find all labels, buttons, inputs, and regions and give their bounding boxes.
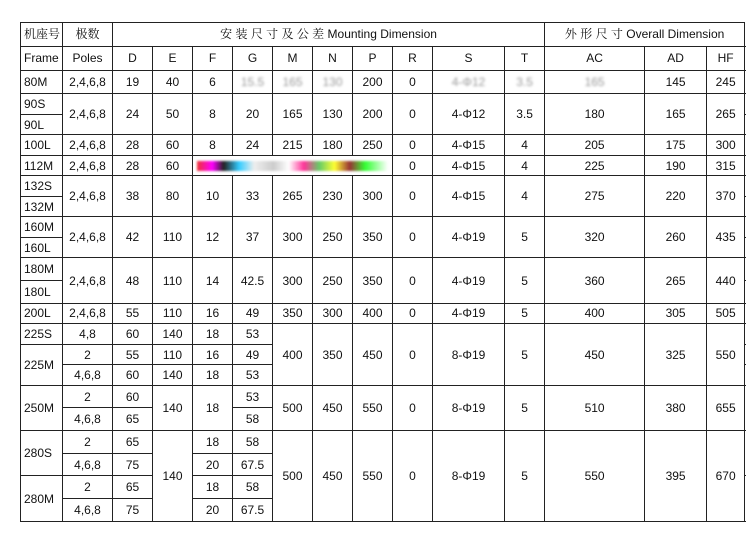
- cell-hf: 370: [707, 176, 745, 217]
- cell-e: 140: [153, 365, 193, 386]
- cell-g: 53: [233, 365, 273, 386]
- poles-cell: 2,4,6,8: [63, 303, 113, 324]
- cell-r: 0: [393, 258, 433, 303]
- cell-r: 0: [393, 217, 433, 258]
- cell-e: 60: [153, 135, 193, 156]
- header-row-en: [21, 46, 745, 70]
- cell-f: 10: [193, 176, 233, 217]
- frame-cell: 90S: [21, 94, 63, 115]
- cell-p: 350: [353, 217, 393, 258]
- cell-f: 18: [193, 476, 233, 499]
- cell-f: 18: [193, 324, 233, 345]
- poles-cell: 2,4,6,8: [63, 217, 113, 258]
- cell-f: 12: [193, 217, 233, 258]
- cell-d: 48: [113, 258, 153, 303]
- cell-s: 4-Φ15: [433, 155, 505, 176]
- cell-f: 16: [193, 344, 233, 365]
- cell-r: 0: [393, 324, 433, 386]
- cell-ac: 450: [545, 324, 645, 386]
- frame-cell: 132S: [21, 176, 63, 197]
- frame-cell: 180M: [21, 258, 63, 281]
- poles-header-cn: 极数: [63, 23, 113, 47]
- cell-f: 6: [193, 70, 233, 94]
- cell-t: 5: [505, 258, 545, 303]
- cell-d: 60: [113, 365, 153, 386]
- col-header-t: T: [505, 46, 545, 70]
- col-header-n: N: [313, 46, 353, 70]
- cell-p: 550: [353, 431, 393, 522]
- cell-m: 215: [273, 135, 313, 156]
- cell-t: 5: [505, 324, 545, 386]
- cell-hf: 670: [707, 431, 745, 522]
- cell-g: 58: [233, 408, 273, 431]
- cell-g: 58: [233, 431, 273, 454]
- frame-cell: 225S: [21, 324, 63, 345]
- cell-t: 5: [505, 431, 545, 522]
- poles-cell: 2,4,6,8: [63, 258, 113, 303]
- table-row: [21, 258, 745, 281]
- cell-s: 4-Φ15: [433, 176, 505, 217]
- cell-e: 140: [153, 324, 193, 345]
- col-header-d: D: [113, 46, 153, 70]
- cell-ad: 165: [645, 94, 707, 135]
- dimension-table: [20, 22, 745, 522]
- cell-r: 0: [393, 94, 433, 135]
- poles-cell: 2: [63, 476, 113, 499]
- cell-p: 450: [353, 324, 393, 386]
- cell-g: 15.5: [233, 70, 273, 94]
- cell-e: 110: [153, 217, 193, 258]
- frame-cell: 280S: [21, 431, 63, 476]
- cell-n: 130: [313, 94, 353, 135]
- frame-cell: 90L: [21, 114, 63, 135]
- frame-cell: 132M: [21, 196, 63, 217]
- cell-d: 28: [113, 155, 153, 176]
- frame-cell: 200L: [21, 303, 63, 324]
- header-row-cn: [21, 23, 745, 47]
- cell-hf: 435: [707, 217, 745, 258]
- poles-cell: 2,4,6,8: [63, 70, 113, 94]
- cell-p: 350: [353, 258, 393, 303]
- cell-ad: 190: [645, 155, 707, 176]
- cell-f: 16: [193, 303, 233, 324]
- cell-d: 55: [113, 344, 153, 365]
- cell-r: 0: [393, 176, 433, 217]
- cell-m: 165: [273, 70, 313, 94]
- cell-s: 8-Φ19: [433, 431, 505, 522]
- frame-cell: 280M: [21, 476, 63, 522]
- cell-e: 110: [153, 344, 193, 365]
- cell-t: 3.5: [505, 70, 545, 94]
- cell-ac: 205: [545, 135, 645, 156]
- cell-e: 40: [153, 70, 193, 94]
- cell-ad: 260: [645, 217, 707, 258]
- cell-ac: 320: [545, 217, 645, 258]
- cell-g: 20: [233, 94, 273, 135]
- frame-cell: 225M: [21, 344, 63, 385]
- cell-n: 300: [313, 303, 353, 324]
- cell-e: 60: [153, 155, 193, 176]
- frame-cell: 80M: [21, 70, 63, 94]
- cell-n: 450: [313, 431, 353, 522]
- table-row: [21, 176, 745, 197]
- cell-s: 4-Φ12: [433, 70, 505, 94]
- cell-n: 350: [313, 324, 353, 386]
- cell-e: 50: [153, 94, 193, 135]
- cell-t: 3.5: [505, 94, 545, 135]
- cell-g: 37: [233, 217, 273, 258]
- cell-ad: 265: [645, 258, 707, 303]
- cell-e: 110: [153, 303, 193, 324]
- cell-ad: 325: [645, 324, 707, 386]
- poles-cell: 2: [63, 344, 113, 365]
- cell-ad: 220: [645, 176, 707, 217]
- cell-d: 60: [113, 324, 153, 345]
- poles-cell: 4,6,8: [63, 499, 113, 522]
- cell-e: 140: [153, 431, 193, 522]
- cell-ac: 360: [545, 258, 645, 303]
- cell-d: 28: [113, 135, 153, 156]
- poles-cell: 2,4,6,8: [63, 135, 113, 156]
- cell-hf: 315: [707, 155, 745, 176]
- frame-cell: 160M: [21, 217, 63, 238]
- cell-t: 5: [505, 385, 545, 430]
- cell-s: 8-Φ19: [433, 385, 505, 430]
- frame-cell: 100L: [21, 135, 63, 156]
- cell-g: 42.5: [233, 258, 273, 303]
- overall-header-en: Overall Dimension: [626, 27, 725, 42]
- frame-header-en: Frame: [21, 46, 63, 70]
- cell-r: 0: [393, 431, 433, 522]
- cell-g: 53: [233, 385, 273, 408]
- col-header-e: E: [153, 46, 193, 70]
- cell-d: 65: [113, 408, 153, 431]
- cell-f: 20: [193, 453, 233, 476]
- cell-ac: 275: [545, 176, 645, 217]
- frame-cell: 250M: [21, 385, 63, 430]
- col-header-hf: HF: [707, 46, 745, 70]
- cell-r: 0: [393, 135, 433, 156]
- table-row: [21, 303, 745, 324]
- cell-f: 8: [193, 135, 233, 156]
- table-row: [21, 94, 745, 115]
- col-header-s: S: [433, 46, 505, 70]
- cell-m: 265: [273, 176, 313, 217]
- cell-f: 14: [193, 258, 233, 303]
- cell-p: 550: [353, 385, 393, 430]
- cell-n: 180: [313, 135, 353, 156]
- col-header-ac: AC: [545, 46, 645, 70]
- frame-cell: 180L: [21, 281, 63, 304]
- cell-hf: 655: [707, 385, 745, 430]
- table-row: [21, 217, 745, 238]
- poles-cell: 4,6,8: [63, 408, 113, 431]
- mounting-header-cn: 安 装 尺 寸 及 公 差: [220, 27, 325, 42]
- cell-r: 0: [393, 155, 433, 176]
- table-row: [21, 70, 745, 94]
- cell-m: 165: [273, 94, 313, 135]
- cell-m: 500: [273, 431, 313, 522]
- cell-n: 250: [313, 217, 353, 258]
- cell-hf: 300: [707, 135, 745, 156]
- cell-m: 300: [273, 217, 313, 258]
- cell-g: 58: [233, 476, 273, 499]
- cell-d: 75: [113, 453, 153, 476]
- cell-g: 49: [233, 303, 273, 324]
- table-row: [21, 135, 745, 156]
- cell-g: 67.5: [233, 453, 273, 476]
- col-header-p: P: [353, 46, 393, 70]
- table-row: [21, 431, 745, 454]
- table-row: [21, 155, 745, 176]
- cell-d: 38: [113, 176, 153, 217]
- cell-m: 350: [273, 303, 313, 324]
- cell-ac: 180: [545, 94, 645, 135]
- cell-d: 19: [113, 70, 153, 94]
- cell-f: 20: [193, 499, 233, 522]
- cell-g: 67.5: [233, 499, 273, 522]
- col-header-f: F: [193, 46, 233, 70]
- col-header-ad: AD: [645, 46, 707, 70]
- cell-hf: 245: [707, 70, 745, 94]
- cell-g: 49: [233, 344, 273, 365]
- cell-s: 4-Φ15: [433, 135, 505, 156]
- cell-s: 4-Φ19: [433, 303, 505, 324]
- frame-header-cn: 机座号: [21, 23, 63, 47]
- cell-ac: 225: [545, 155, 645, 176]
- frame-cell: 160L: [21, 237, 63, 258]
- cell-ad: 145: [645, 70, 707, 94]
- mounting-dimension-header: [113, 23, 545, 47]
- cell-ac: 400: [545, 303, 645, 324]
- cell-e: 110: [153, 258, 193, 303]
- cell-hf: 265: [707, 94, 745, 135]
- cell-ad: 305: [645, 303, 707, 324]
- table-row: [21, 385, 745, 408]
- cell-t: 4: [505, 176, 545, 217]
- cell-p: 200: [353, 94, 393, 135]
- cell-m: 300: [273, 258, 313, 303]
- cell-e: 80: [153, 176, 193, 217]
- poles-cell: 2: [63, 431, 113, 454]
- cell-r: 0: [393, 385, 433, 430]
- mounting-header-en: Mounting Dimension: [327, 27, 437, 42]
- cell-d: 42: [113, 217, 153, 258]
- cell-s: 4-Φ19: [433, 258, 505, 303]
- cell-ac: 165: [545, 70, 645, 94]
- poles-cell: 4,6,8: [63, 453, 113, 476]
- cell-n: 130: [313, 70, 353, 94]
- cell-g: 53: [233, 324, 273, 345]
- obscured-cells: [193, 155, 393, 176]
- redaction-noise: [197, 161, 388, 171]
- cell-p: 250: [353, 135, 393, 156]
- cell-ad: 395: [645, 431, 707, 522]
- cell-s: 4-Φ19: [433, 217, 505, 258]
- cell-d: 24: [113, 94, 153, 135]
- cell-e: 140: [153, 385, 193, 430]
- cell-t: 5: [505, 217, 545, 258]
- poles-cell: 2,4,6,8: [63, 94, 113, 135]
- cell-t: 4: [505, 135, 545, 156]
- cell-f: 18: [193, 365, 233, 386]
- cell-ac: 510: [545, 385, 645, 430]
- poles-cell: 4,8: [63, 324, 113, 345]
- cell-f: 18: [193, 431, 233, 454]
- col-header-r: R: [393, 46, 433, 70]
- cell-s: 8-Φ19: [433, 324, 505, 386]
- cell-m: 500: [273, 385, 313, 430]
- cell-hf: 550: [707, 324, 745, 386]
- cell-g: 24: [233, 135, 273, 156]
- cell-hf: 440: [707, 258, 745, 303]
- cell-n: 250: [313, 258, 353, 303]
- cell-d: 60: [113, 385, 153, 408]
- cell-p: 400: [353, 303, 393, 324]
- cell-p: 300: [353, 176, 393, 217]
- col-header-m: M: [273, 46, 313, 70]
- cell-g: 33: [233, 176, 273, 217]
- table-row: [21, 324, 745, 345]
- frame-cell: 112M: [21, 155, 63, 176]
- poles-cell: 4,6,8: [63, 365, 113, 386]
- poles-cell: 2: [63, 385, 113, 408]
- overall-dimension-header: [545, 23, 745, 47]
- cell-m: 400: [273, 324, 313, 386]
- poles-header-en: Poles: [63, 46, 113, 70]
- cell-f: 18: [193, 385, 233, 430]
- cell-n: 450: [313, 385, 353, 430]
- poles-cell: 2,4,6,8: [63, 155, 113, 176]
- cell-t: 4: [505, 155, 545, 176]
- cell-d: 65: [113, 476, 153, 499]
- cell-ad: 380: [645, 385, 707, 430]
- cell-r: 0: [393, 303, 433, 324]
- cell-r: 0: [393, 70, 433, 94]
- cell-d: 55: [113, 303, 153, 324]
- col-header-g: G: [233, 46, 273, 70]
- poles-cell: 2,4,6,8: [63, 176, 113, 217]
- cell-p: 200: [353, 70, 393, 94]
- cell-t: 5: [505, 303, 545, 324]
- overall-header-cn: 外 形 尺 寸: [564, 27, 623, 42]
- cell-hf: 505: [707, 303, 745, 324]
- cell-n: 230: [313, 176, 353, 217]
- cell-d: 65: [113, 431, 153, 454]
- cell-d: 75: [113, 499, 153, 522]
- cell-s: 4-Φ12: [433, 94, 505, 135]
- cell-ad: 175: [645, 135, 707, 156]
- cell-f: 8: [193, 94, 233, 135]
- cell-ac: 550: [545, 431, 645, 522]
